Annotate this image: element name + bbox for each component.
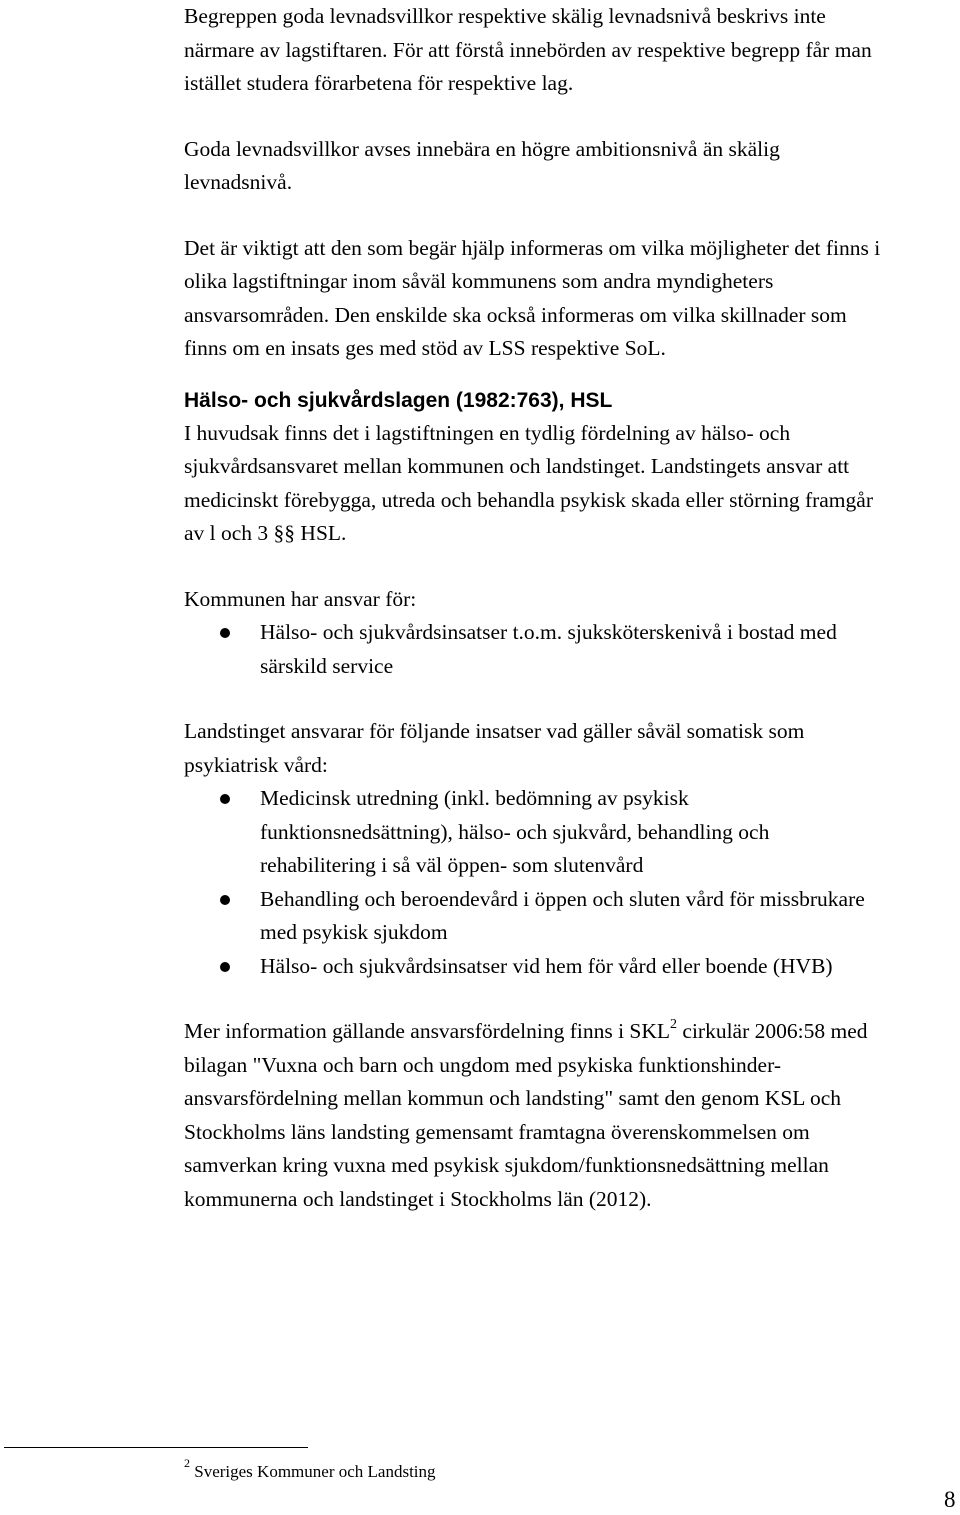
footnote-separator xyxy=(4,1447,308,1448)
list-item: Hälso- och sjukvårdsinsatser vid hem för vård eller boende (HVB) xyxy=(184,950,884,984)
landsting-ansvar-list xyxy=(184,782,884,983)
list-item: Hälso- och sjukvårdsinsatser t.o.m. sjuksköterskenivå i bostad med särskild service xyxy=(184,616,884,683)
section-heading-hsl: Hälso- och sjukvårdslagen (1982:763), HSL xyxy=(184,388,613,412)
footnote-reference: 2 xyxy=(670,1016,678,1032)
list-item: Behandling och beroendevård i öppen och sluten vård för missbrukare med psykisk sjukdom xyxy=(184,883,884,950)
footnote-number: 2 xyxy=(184,1456,190,1471)
mer-information-text-cont: cirkulär 2006:58 med bilagan "Vuxna och barn och ungdom med psykiska funktionshinder- ansvarsfördelning mellan kommun och landsting" samt den genom KSL och Stockholms läns landsting gemensamt framtagna överenskommelsen om samverkan kring vuxna med psykisk sjukdom/funktionsnedsättning mellan kommunerna och landstinget i Stockholms län (2012). xyxy=(184,1019,868,1211)
paragraph-hsl-fordelning: I huvudsak finns det i lagstiftningen en tydlig fördelning av hälso- och sjukvårdsansvaret mellan kommunen och landstinget. Landstingets ansvar att medicinskt förebygga, utreda och behandla psykisk skada eller störning framgår av l och 3 §§ HSL. xyxy=(184,420,873,545)
page-number: 8 xyxy=(944,1487,956,1512)
paragraph-mer-information xyxy=(184,1015,884,1216)
list-item: Medicinsk utredning (inkl. bedömning av psykisk funktionsnedsättning), hälso- och sjukvård, behandling och rehabilitering i så väl öppen- som slutenvård xyxy=(184,782,884,883)
paragraph-ambitionsniva: Goda levnadsvillkor avses innebära en högre ambitionsnivå än skälig levnadsnivå. xyxy=(184,136,780,194)
paragraph-kommun-ansvar: Kommunen har ansvar för: xyxy=(184,586,417,611)
mer-information-text: Mer information gällande ansvarsfördelning finns i SKL xyxy=(184,1019,671,1043)
paragraph-information: Det är viktigt att den som begär hjälp informeras om vilka möjligheter det finns i olika lagstiftningar inom såväl kommunens som andra myndigheters ansvarsområden. Den enskilde ska också informeras om vilka skillnader som finns om en insats ges med stöd av LSS respektive SoL. xyxy=(184,235,881,360)
paragraph-landsting-ansvar: Landstinget ansvarar för följande insatser vad gäller såväl somatisk som psykiatrisk vård: xyxy=(184,719,805,777)
footnote-text: Sveriges Kommuner och Landsting xyxy=(194,1462,436,1481)
kommun-ansvar-list xyxy=(184,616,884,683)
footnote xyxy=(184,1456,436,1484)
paragraph-levnadsvillkor: Begreppen goda levnadsvillkor respektive skälig levnadsnivå beskrivs inte närmare av lagstiftaren. För att förstå innebörden av respektive begrepp får man istället studera förarbetena för respektive lag. xyxy=(184,4,872,95)
document-body xyxy=(184,0,884,1216)
